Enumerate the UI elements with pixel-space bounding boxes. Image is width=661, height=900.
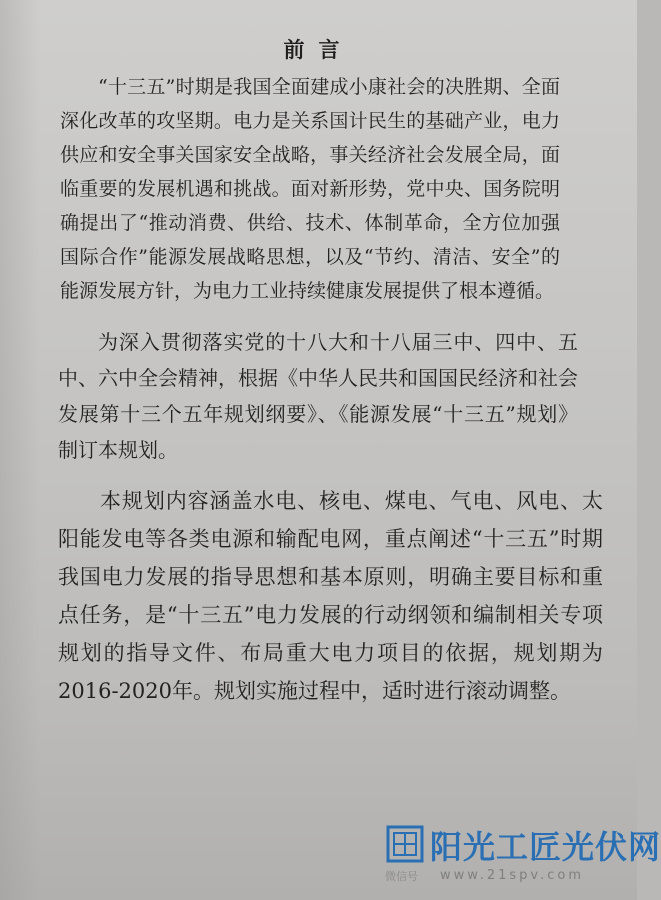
watermark <box>385 820 661 890</box>
watermark-url: www.21spv.com <box>440 868 584 883</box>
watermark-wechat-label: 微信号 <box>385 870 418 883</box>
paragraph-2: 为深入贯彻落实党的十八大和十八届三中、四中、五中、六中全会精神，根据《中华人民共和国国民经济和社会发展第十三个五年规划纲要》、《能源发展“十三五”规划》制订本规划。 <box>58 330 578 462</box>
paragraph-3: 本规划内容涵盖水电、核电、煤电、气电、风电、太阳能发电等各类电源和输配电网，重点阐述“十三五”时期我国电力发展的指导思想和基本原则，明确主要目标和重点任务，是“十三五”电力发展的行动纲领和编制相关专项规划的指导文件、布局重大电力项目的依据，规划期为2016-2020年。规划实施过程中，适时进行滚动调整。 <box>58 489 603 703</box>
document-body <box>58 70 618 730</box>
page-title: 前言 <box>283 37 354 62</box>
watermark-name: 阳光工匠光伏网 <box>430 828 661 866</box>
page-shadow <box>0 0 40 900</box>
watermark-logo-icon <box>385 824 425 864</box>
paragraph-1: “十三五”时期是我国全面建成小康社会的决胜期、全面深化改革的攻坚期。电力是关系国计民生的基础产业，电力供应和安全事关国家安全战略，事关经济社会发展全局，面临重要的发展机遇和挑战。面对新形势，党中央、国务院明确提出了“推动消费、供给、技术、体制革命，全方位加强国际合作”能源发展战略思想，以及“节约、清洁、安全”的能源发展方针，为电力工业持续健康发展提供了根本遵循。 <box>60 76 560 302</box>
